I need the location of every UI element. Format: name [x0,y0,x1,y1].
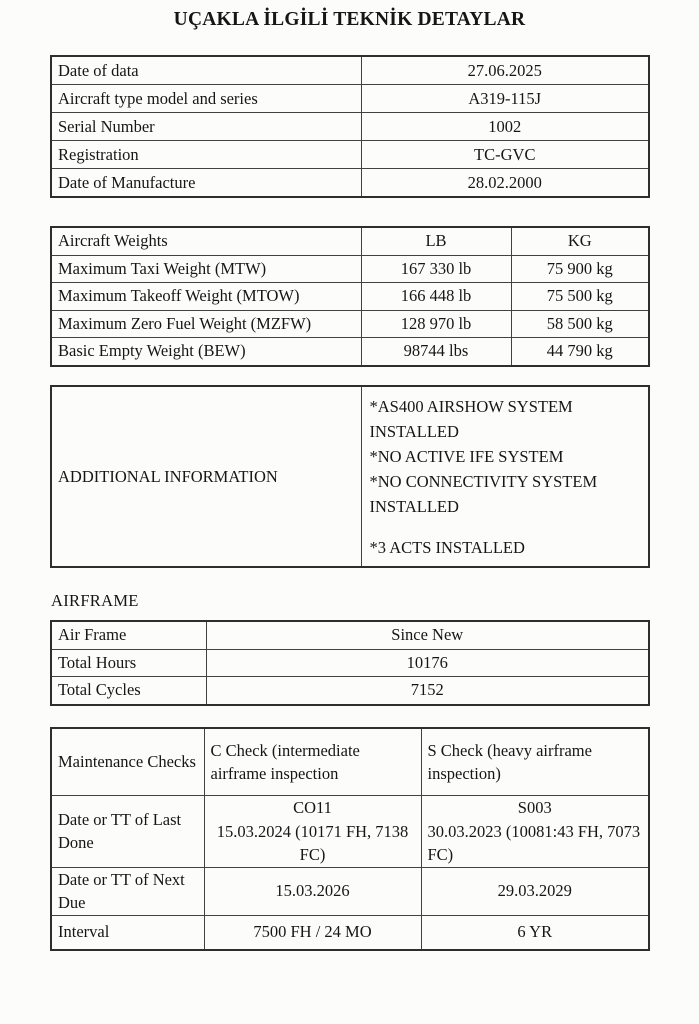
airframe-section-label: AIRFRAME [51,591,139,610]
table-row [51,85,649,113]
table-row [51,169,649,198]
airframe-header-value: Since New [206,621,649,649]
weights-header-label: Aircraft Weights [51,227,361,255]
row-value: 7152 [206,677,649,705]
row-value-lb: 167 330 lb [361,255,511,283]
row-value: 27.06.2025 [361,56,649,85]
row-label: Aircraft type model and series [51,85,361,113]
table-header-row [51,621,649,649]
row-label: Total Hours [51,649,206,677]
row-value: 10176 [206,649,649,677]
additional-info-value [361,386,649,567]
c-check-detail: 15.03.2024 (10171 FH, 7138 FC) [216,821,409,864]
aircraft-weights-table [50,226,650,367]
maintenance-header-s-check: S Check (heavy airframe inspection) [421,728,649,796]
last-done-label: Date or TT of Last Done [51,796,204,868]
maintenance-header-label: Maintenance Checks [51,728,204,796]
table-row [51,386,649,567]
interval-s-check: 6 YR [421,915,649,950]
maintenance-header-c-check: C Check (intermediate airframe inspection [204,728,421,796]
row-label: Total Cycles [51,677,206,705]
row-value-lb: 128 970 lb [361,310,511,338]
info-line: *NO ACTIVE IFE SYSTEM [369,447,564,466]
row-label: Basic Empty Weight (BEW) [51,338,361,366]
table-row [51,796,649,868]
info-line: *AS400 AIRSHOW SYSTEM INSTALLED [369,397,573,441]
c-check-code: CO11 [293,798,332,817]
row-value-lb: 98744 lbs [361,338,511,366]
maintenance-checks-table [50,727,650,951]
row-label: Date of Manufacture [51,169,361,198]
next-due-c-check: 15.03.2026 [204,867,421,915]
s-check-code: S003 [517,798,552,817]
row-value: 28.02.2000 [361,169,649,198]
row-value-kg: 44 790 kg [511,338,649,366]
general-info-table [50,55,650,198]
table-row [51,915,649,950]
table-row [51,255,649,283]
next-due-s-check: 29.03.2029 [421,867,649,915]
info-line: *NO CONNECTIVITY SYSTEM INSTALLED [369,472,598,516]
row-value-lb: 166 448 lb [361,283,511,311]
table-header-row [51,227,649,255]
table-row [51,141,649,169]
airframe-table [50,620,650,706]
interval-label: Interval [51,915,204,950]
additional-info-table [50,385,650,568]
table-header-row [51,728,649,796]
last-done-c-check [204,796,421,868]
row-value-kg: 75 500 kg [511,283,649,311]
table-row [51,867,649,915]
table-row [51,113,649,141]
row-label: Serial Number [51,113,361,141]
table-row [51,649,649,677]
interval-c-check: 7500 FH / 24 MO [204,915,421,950]
row-label: Maximum Takeoff Weight (MTOW) [51,283,361,311]
row-value: A319-115J [361,85,649,113]
info-line: *3 ACTS INSTALLED [369,538,525,557]
last-done-s-check [421,796,649,868]
s-check-detail: 30.03.2023 (10081:43 FH, 7073 FC) [427,821,641,864]
weights-header-kg: KG [511,227,649,255]
table-row [51,677,649,705]
table-row [51,283,649,311]
page-title: UÇAKLA İLGİLİ TEKNİK DETAYLAR [173,9,526,30]
row-value-kg: 58 500 kg [511,310,649,338]
row-label: Date of data [51,56,361,85]
airframe-header-label: Air Frame [51,621,206,649]
weights-header-lb: LB [361,227,511,255]
additional-info-label: ADDITIONAL INFORMATION [51,386,361,567]
next-due-label: Date or TT of Next Due [51,867,204,915]
row-value: 1002 [361,113,649,141]
row-label: Maximum Taxi Weight (MTW) [51,255,361,283]
table-row [51,56,649,85]
table-row [51,338,649,366]
row-label: Maximum Zero Fuel Weight (MZFW) [51,310,361,338]
table-row [51,310,649,338]
row-value-kg: 75 900 kg [511,255,649,283]
row-label: Registration [51,141,361,169]
row-value: TC-GVC [361,141,649,169]
